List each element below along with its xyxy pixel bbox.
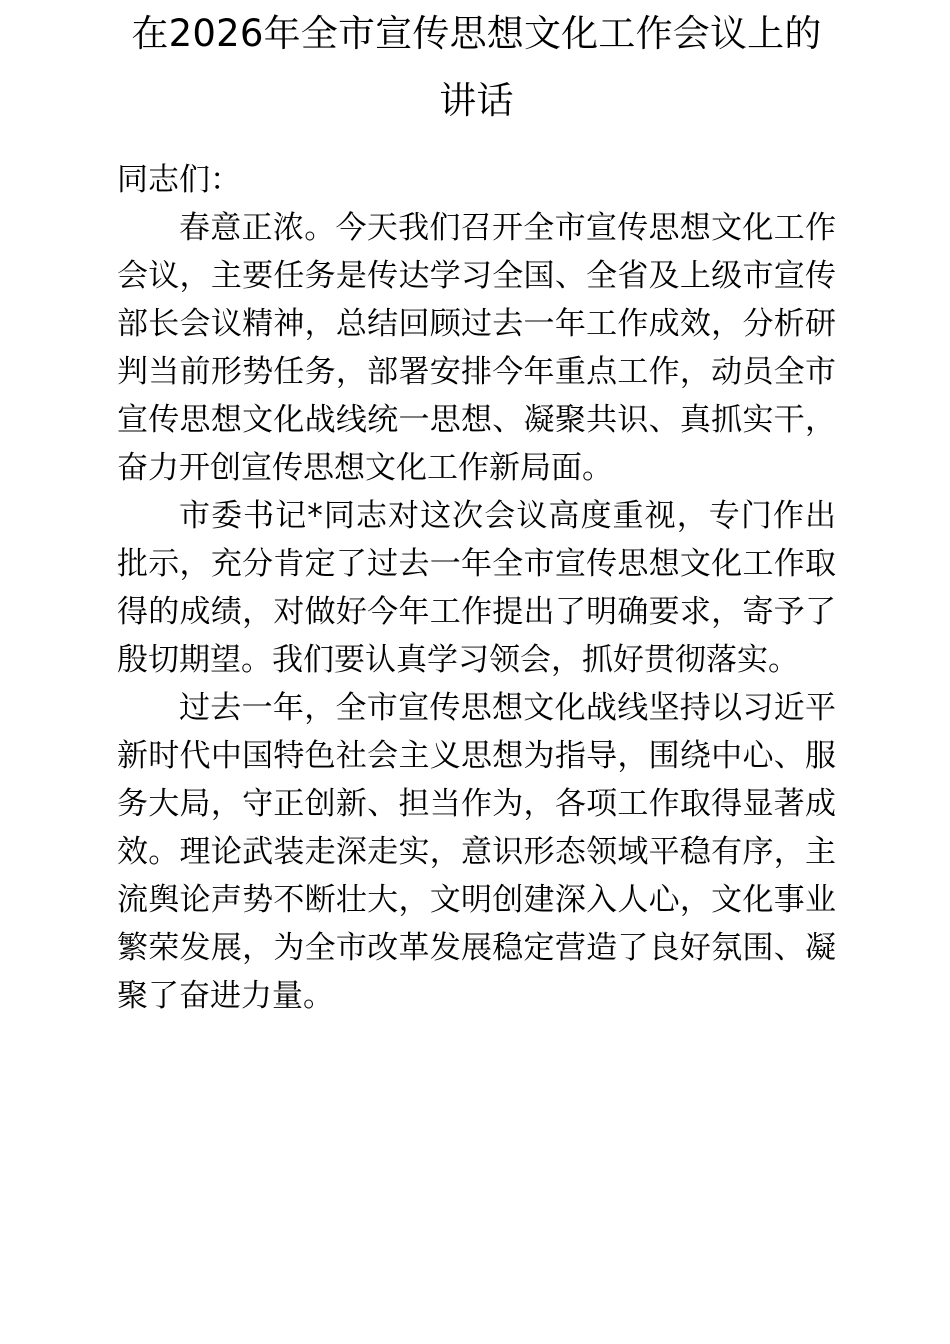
salutation: 同志们：: [117, 162, 241, 198]
body-paragraph: 市委书记*同志对这次会议高度重视，专门作出批示，充分肯定了过去一年全市宣传思想文化工作取得的成绩，对做好今年工作提出了明确要求，寄予了殷切期望。我们要认真学习领会，抓好贯彻落实。: [117, 498, 836, 678]
body-paragraph: 春意正浓。今天我们召开全市宣传思想文化工作会议，主要任务是传达学习全国、全省及上级市宣传部长会议精神，总结回顾过去一年工作成效，分析研判当前形势任务，部署安排今年重点工作，动员全市宣传思想文化战线统一思想、凝聚共识、真抓实干，奋力开创宣传思想文化工作新局面。: [117, 210, 836, 486]
body-paragraph: 过去一年，全市宣传思想文化战线坚持以习近平新时代中国特色社会主义思想为指导，围绕中心、服务大局，守正创新、担当作为，各项工作取得显著成效。理论武装走深走实，意识形态领域平稳有序，主流舆论声势不断壮大，文明创建深入人心，文化事业繁荣发展，为全市改革发展稳定营造了良好氛围、凝聚了奋进力量。: [117, 690, 836, 1014]
page-title: 在2026年全市宣传思想文化工作会议上的讲话: [131, 12, 822, 122]
document-content: [117, 0, 836, 1020]
title-body-spacer: [117, 134, 836, 156]
